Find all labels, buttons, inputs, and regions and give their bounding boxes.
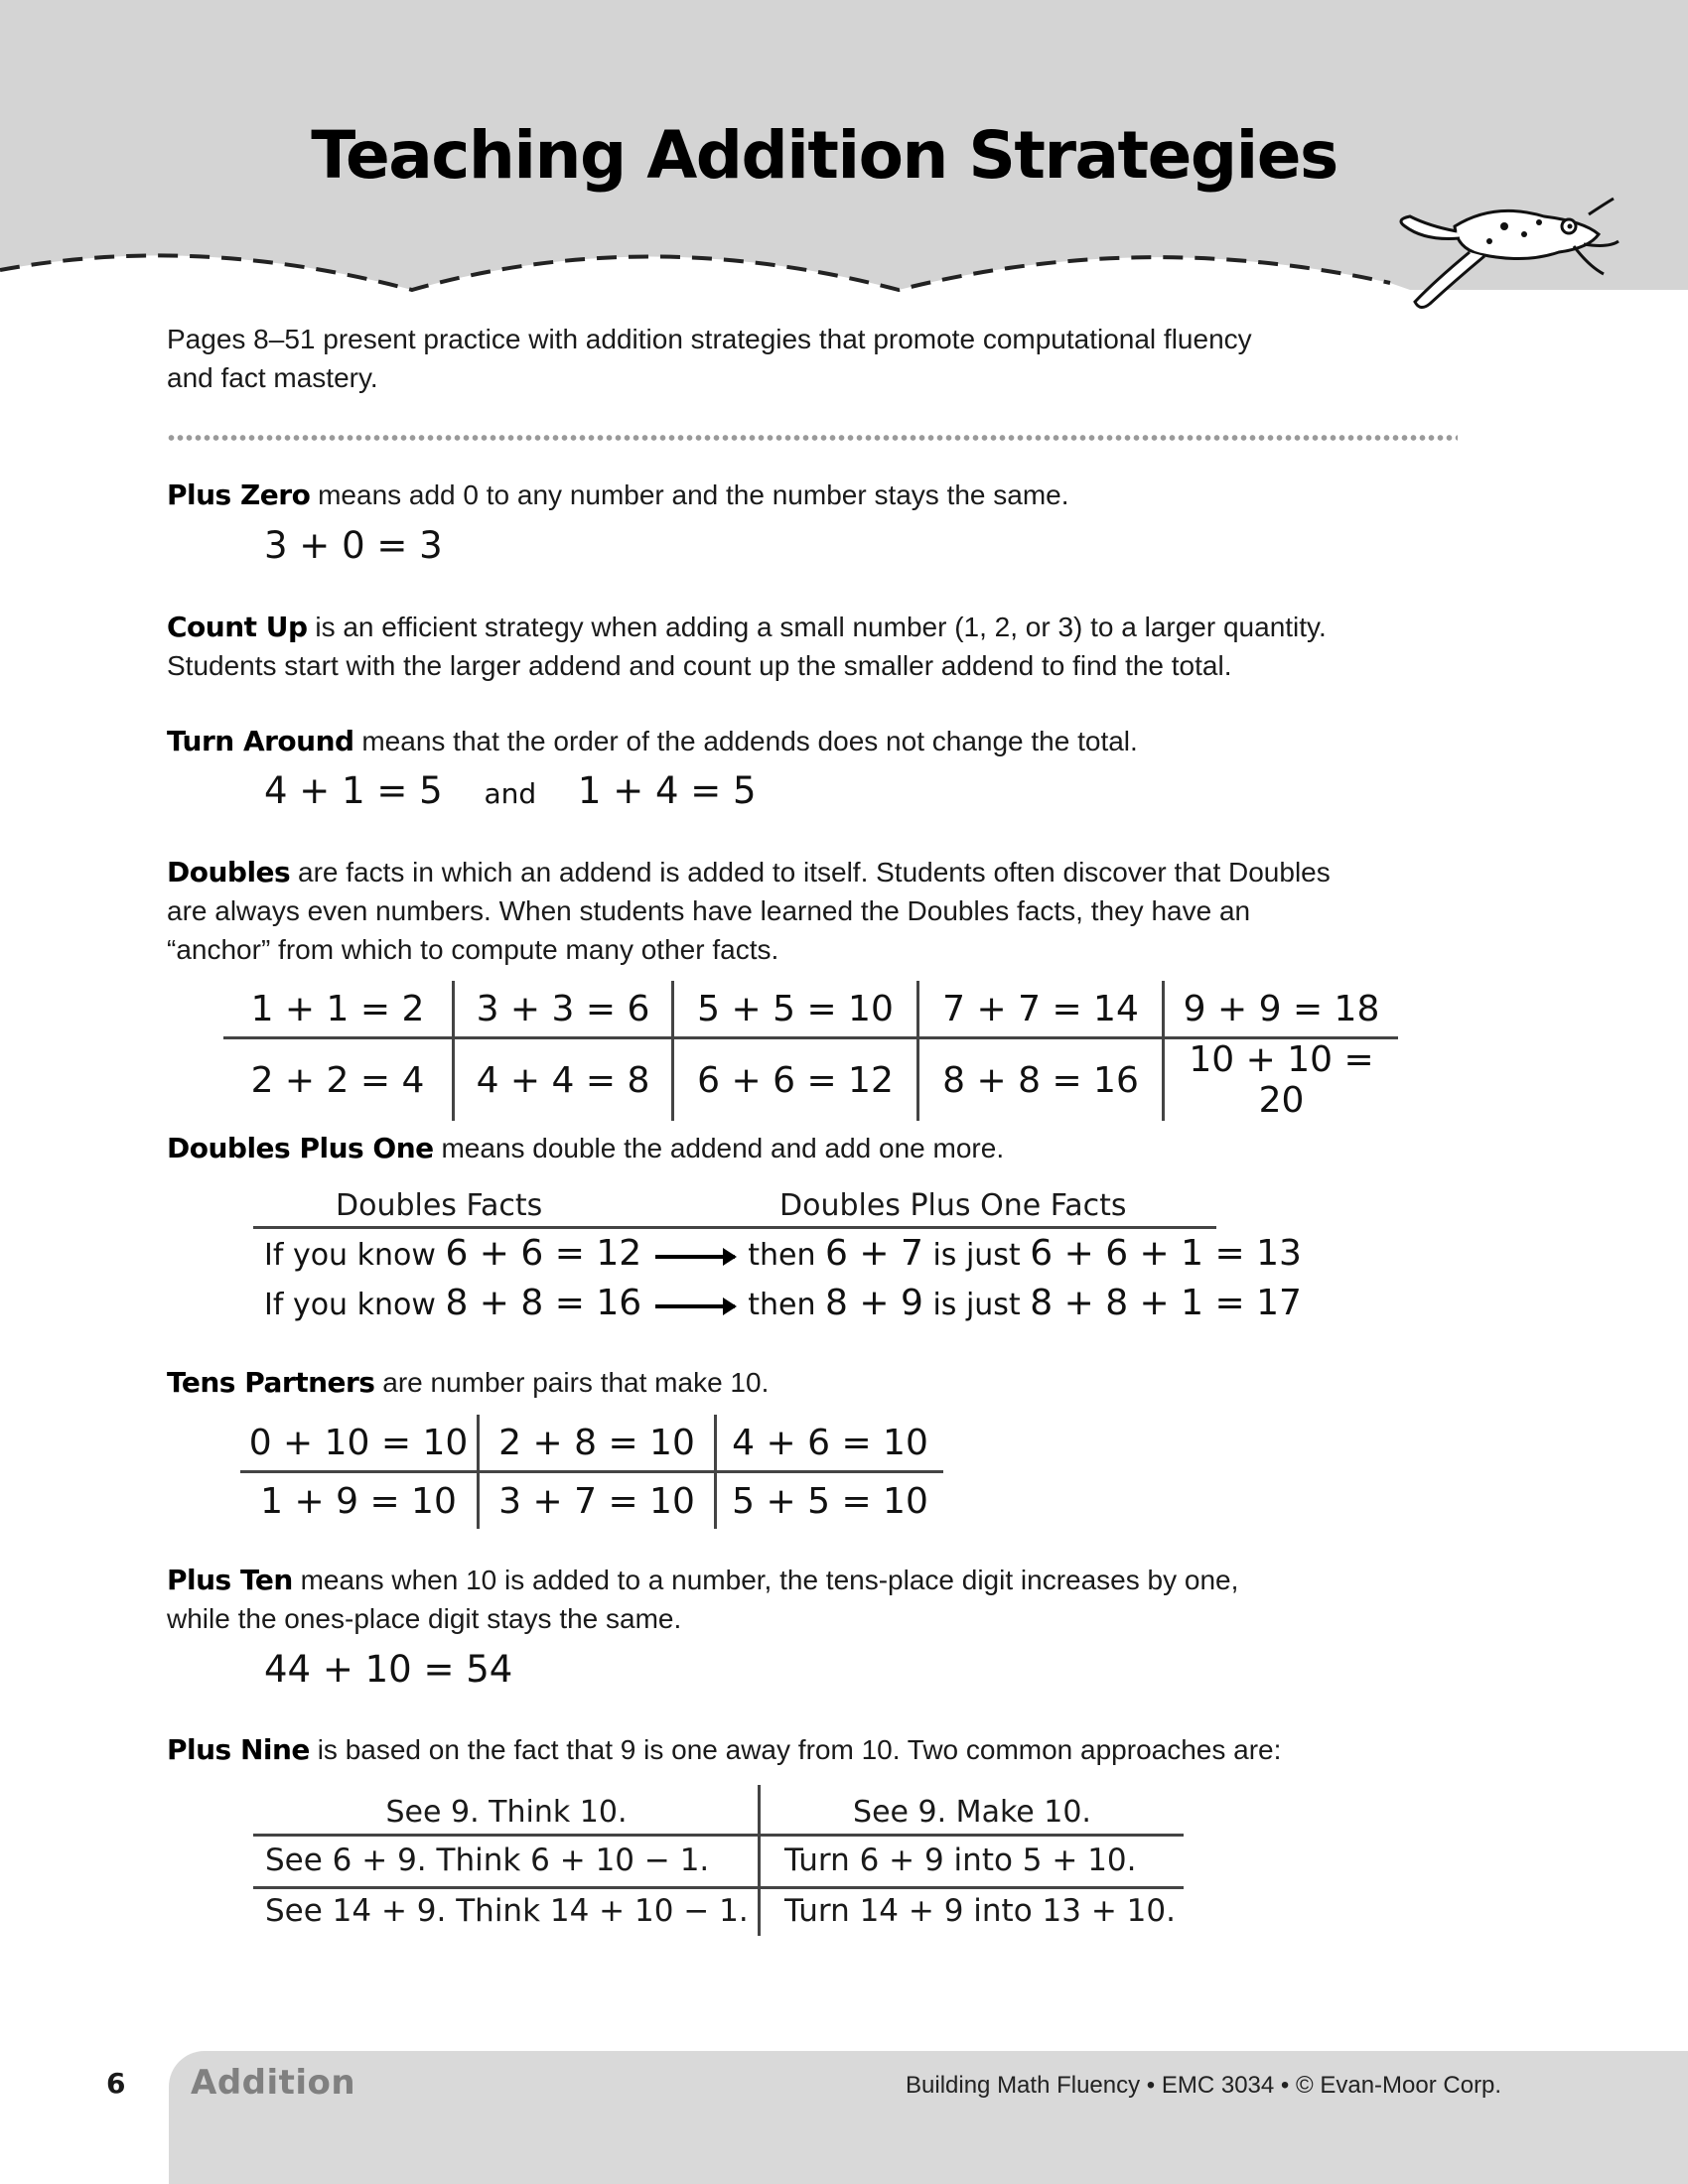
doubles-paragraph [167, 853, 1577, 969]
table-cell: 5 + 5 = 10 [732, 1480, 928, 1522]
table-cell: 0 + 10 = 10 [240, 1415, 479, 1472]
row-fact: 6 + 6 = 12 [445, 1233, 642, 1274]
dotted-divider [167, 433, 1458, 443]
row-divider [253, 1886, 1184, 1889]
tens-partners-paragraph [167, 1363, 1557, 1402]
row-result: 8 + 8 + 1 = 17 [1030, 1283, 1302, 1323]
plus-nine-paragraph [167, 1730, 1577, 1769]
doubles-plus-one-row-2 [264, 1283, 1302, 1323]
tens-partners-desc: are number pairs that make 10. [382, 1367, 770, 1398]
table-cell: 6 + 6 = 12 [673, 1038, 918, 1122]
plus-nine-cell: See 6 + 9. Think 6 + 10 − 1. [265, 1843, 710, 1878]
row-lead: If you know [264, 1238, 436, 1273]
doubles-table [223, 981, 1398, 1121]
plus-zero-example: 3 + 0 = 3 [264, 524, 443, 567]
row-then: then [748, 1288, 816, 1322]
table-cell: 2 + 8 = 10 [479, 1415, 716, 1472]
table-row [223, 981, 1398, 1038]
plus-ten-term: Plus Ten [167, 1564, 293, 1596]
section-name: Addition [191, 2063, 356, 2103]
table-cell: 4 + 4 = 8 [454, 1038, 673, 1122]
plus-nine-cell: Turn 14 + 9 into 13 + 10. [784, 1893, 1176, 1929]
row-result: 6 + 6 + 1 = 13 [1030, 1233, 1302, 1274]
turn-around-desc: means that the order of the addends does not change the total. [361, 726, 1138, 756]
plus-nine-cell: Turn 6 + 9 into 5 + 10. [784, 1843, 1137, 1878]
table-row [240, 1472, 943, 1530]
row-expr: 6 + 7 [825, 1233, 923, 1274]
column-divider [758, 1785, 761, 1936]
plus-nine-cell: See 14 + 9. Think 14 + 10 − 1. [265, 1893, 749, 1929]
plus-nine-term: Plus Nine [167, 1733, 310, 1766]
row-divider [253, 1834, 1184, 1837]
table-cell: 3 + 7 = 10 [479, 1472, 716, 1530]
table-cell: 3 + 3 = 6 [454, 981, 673, 1038]
plus-zero-paragraph [167, 476, 1557, 514]
plus-zero-term: Plus Zero [167, 478, 311, 511]
table-row [223, 1038, 1398, 1122]
doubles-plus-one-paragraph [167, 1129, 1557, 1167]
count-up-desc-2: Students start with the larger addend and count up the smaller addend to find the total. [167, 650, 1232, 681]
page-number: 6 [106, 2067, 126, 2100]
footer-credit: Building Math Fluency • EMC 3034 • © Evan-Moor Corp. [906, 2072, 1502, 2099]
tens-partners-term: Tens Partners [167, 1366, 375, 1399]
turn-around-examples [264, 769, 757, 812]
row-then: then [748, 1238, 816, 1273]
doubles-plus-one-row-1 [264, 1233, 1302, 1274]
frog-illustration [1385, 187, 1623, 316]
table-cell: 1 + 1 = 2 [223, 981, 454, 1038]
row-expr: 8 + 9 [825, 1283, 923, 1323]
doubles-desc-1: are facts in which an addend is added to itself. Students often discover that Doubles [298, 857, 1331, 887]
doubles-desc-3: “anchor” from which to compute many other facts. [167, 934, 779, 965]
plus-ten-desc-2: while the ones-place digit stays the same. [167, 1603, 682, 1634]
plus-ten-desc-1: means when 10 is added to a number, the tens-place digit increases by one, [300, 1565, 1239, 1595]
tens-partners-table [240, 1415, 943, 1529]
turn-around-joiner: and [484, 777, 537, 810]
page-title: Teaching Addition Strategies [311, 117, 1337, 194]
row-lead: If you know [264, 1288, 436, 1322]
doubles-plus-one-term: Doubles Plus One [167, 1132, 434, 1164]
plus-nine-header-left: See 9. Think 10. [385, 1795, 628, 1830]
plus-ten-paragraph [167, 1561, 1577, 1638]
right-arrow-icon [655, 1304, 735, 1308]
plus-zero-desc: means add 0 to any number and the number stays the same. [318, 479, 1069, 510]
right-arrow-icon [655, 1255, 735, 1259]
plus-nine-header-right: See 9. Make 10. [853, 1795, 1091, 1830]
doubles-plus-one-desc: means double the addend and add one more. [441, 1133, 1005, 1163]
count-up-paragraph [167, 608, 1577, 685]
intro-line-1: Pages 8–51 present practice with addition strategies that promote computational fluency [167, 324, 1252, 354]
header-underline [253, 1226, 1216, 1229]
plus-ten-example: 44 + 10 = 54 [264, 1648, 513, 1691]
turn-around-example-2: 1 + 4 = 5 [577, 769, 757, 812]
row-fact: 8 + 8 = 16 [445, 1283, 642, 1323]
row-isjust: is just [932, 1288, 1021, 1322]
table-cell: 9 + 9 = 18 [1164, 981, 1399, 1038]
table-cell: 10 + 10 = 20 [1189, 1039, 1374, 1121]
intro-paragraph [167, 320, 1557, 397]
table-cell: 7 + 7 = 14 [918, 981, 1164, 1038]
doubles-term: Doubles [167, 856, 291, 888]
doubles-desc-2: are always even numbers. When students have learned the Doubles facts, they have an [167, 895, 1251, 926]
table-row [240, 1415, 943, 1472]
turn-around-example-1: 4 + 1 = 5 [264, 769, 443, 812]
count-up-desc-1: is an efficient strategy when adding a small number (1, 2, or 3) to a larger quantity. [315, 612, 1327, 642]
doubles-plus-one-facts-header: Doubles Plus One Facts [779, 1188, 1127, 1223]
row-isjust: is just [932, 1238, 1021, 1273]
table-cell: 4 + 6 = 10 [716, 1415, 944, 1472]
turn-around-paragraph [167, 722, 1557, 760]
table-cell: 1 + 9 = 10 [240, 1472, 479, 1530]
intro-line-2: and fact mastery. [167, 362, 378, 393]
doubles-facts-header: Doubles Facts [336, 1188, 543, 1223]
plus-nine-desc: is based on the fact that 9 is one away from 10. Two common approaches are: [317, 1734, 1282, 1765]
count-up-term: Count Up [167, 611, 308, 643]
table-cell: 2 + 2 = 4 [223, 1038, 454, 1122]
table-cell: 8 + 8 = 16 [918, 1038, 1164, 1122]
table-cell: 5 + 5 = 10 [673, 981, 918, 1038]
turn-around-term: Turn Around [167, 725, 354, 757]
